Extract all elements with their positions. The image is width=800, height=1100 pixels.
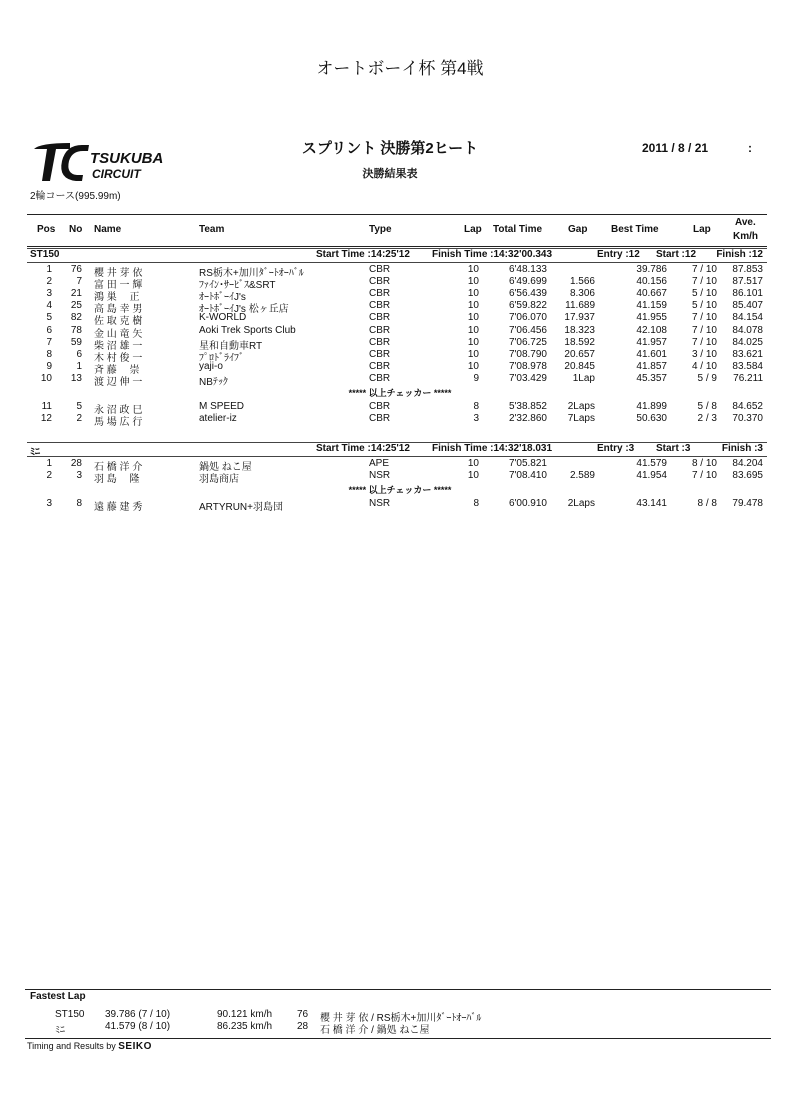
cell-pos: 6 xyxy=(46,324,52,336)
cell-lap: 10 xyxy=(467,276,479,288)
cell-gap: 2Laps xyxy=(567,401,595,412)
cell-ave: 84.078 xyxy=(732,324,763,336)
table-row xyxy=(27,312,767,328)
cell-best-time: 41.955 xyxy=(636,312,667,324)
cell-total-time: 6'48.133 xyxy=(508,264,547,275)
cell-no: 3 xyxy=(76,470,82,482)
fastest-lap-row xyxy=(27,1009,767,1024)
cell-pos: 3 xyxy=(46,288,52,300)
cell-type: CBR xyxy=(369,276,391,288)
cell-best-time: 40.667 xyxy=(636,288,667,300)
cell-lap: 10 xyxy=(467,360,479,372)
cell-lap: 10 xyxy=(467,470,479,482)
cell-team: atelier-iz xyxy=(199,413,237,425)
fl-class: ST150 xyxy=(55,1009,85,1020)
table-row xyxy=(27,372,767,388)
cell-lap: 10 xyxy=(467,288,479,300)
cell-best-lap: 3 / 10 xyxy=(691,348,717,360)
cell-gap: 1.566 xyxy=(569,276,595,288)
table-row xyxy=(27,413,767,429)
fl-no: 76 xyxy=(297,1009,309,1020)
cell-ave: 84.025 xyxy=(732,336,763,348)
logo-text-2: CIRCUIT xyxy=(92,167,141,181)
col-ave-unit: Km/h xyxy=(733,231,758,242)
cell-ave: 86.101 xyxy=(732,288,763,300)
cell-best-lap: 7 / 10 xyxy=(691,324,717,336)
course-label: 2輪コース(995.99m) xyxy=(30,191,121,202)
cell-no: 28 xyxy=(70,458,82,469)
cell-best-lap: 7 / 10 xyxy=(691,312,717,324)
cell-name: 金 山 竜 矢 xyxy=(94,328,143,340)
table-row xyxy=(27,360,767,376)
cell-team: M SPEED xyxy=(199,401,245,412)
cell-lap: 3 xyxy=(473,413,479,425)
cell-gap: 8.306 xyxy=(569,288,595,300)
cell-type: APE xyxy=(369,458,390,469)
cell-type: CBR xyxy=(369,288,391,300)
col-type: Type xyxy=(369,224,392,235)
cell-best-lap: 7 / 10 xyxy=(691,470,717,482)
cell-ave: 85.407 xyxy=(732,300,763,312)
col-name: Name xyxy=(94,224,122,235)
cell-total-time: 7'08.978 xyxy=(508,360,547,372)
cell-lap: 10 xyxy=(467,336,479,348)
cell-total-time: 6'00.910 xyxy=(508,498,547,510)
cell-ave: 83.584 xyxy=(732,360,763,372)
cell-name: 石 橋 洋 介 xyxy=(94,462,143,473)
cell-no: 21 xyxy=(70,288,82,300)
cell-best-lap: 2 / 3 xyxy=(697,413,717,425)
cell-total-time: 7'08.410 xyxy=(508,470,547,482)
cell-gap: 2Laps xyxy=(567,498,595,510)
cell-lap: 10 xyxy=(467,264,479,275)
cell-gap: 17.937 xyxy=(564,312,595,324)
cell-team: K-WORLD xyxy=(199,312,247,324)
cell-total-time: 6'59.822 xyxy=(508,300,547,312)
table-row xyxy=(27,276,767,292)
cell-team: yaji-o xyxy=(199,360,223,372)
fl-time: 39.786 (7 / 10) xyxy=(105,1009,171,1020)
cell-best-time: 41.601 xyxy=(636,348,667,360)
event-title: オートボーイ杯 第4戦 xyxy=(316,59,484,78)
class-start-time: Start Time :14:25'12 xyxy=(316,443,410,454)
race-title: スプリント 決勝第2ヒート xyxy=(301,140,479,157)
cell-team: RS栃木+加川ﾀﾞｰﾄｵｰﾊﾞﾙ xyxy=(199,268,304,279)
cell-team: ﾌﾟﾛﾄﾞﾗｲﾌﾞ xyxy=(199,352,244,364)
cell-total-time: 7'08.790 xyxy=(508,348,547,360)
cell-pos: 2 xyxy=(46,470,52,482)
cell-lap: 10 xyxy=(467,312,479,324)
cell-team: ﾌｧｲﾝ･ｻｰﾋﾞｽ&SRT xyxy=(199,280,276,292)
fastest-lap-title: Fastest Lap xyxy=(30,991,86,1002)
cell-pos: 4 xyxy=(46,300,52,312)
cell-gap: 20.657 xyxy=(564,348,595,360)
cell-pos: 5 xyxy=(46,312,52,324)
race-subtitle: 決勝結果表 xyxy=(362,168,418,180)
cell-best-lap: 5 / 8 xyxy=(697,401,717,412)
cell-best-time: 42.108 xyxy=(636,324,667,336)
cell-total-time: 7'03.429 xyxy=(508,372,547,384)
cell-ave: 70.370 xyxy=(732,413,763,425)
cell-best-lap: 5 / 10 xyxy=(691,288,717,300)
class-header xyxy=(27,248,767,263)
cell-total-time: 2'32.860 xyxy=(508,413,547,425)
fl-no: 28 xyxy=(297,1021,309,1032)
cell-pos: 9 xyxy=(46,360,52,372)
fl-speed: 86.235 km/h xyxy=(217,1021,273,1032)
cell-best-time: 41.159 xyxy=(636,300,667,312)
cell-best-time: 43.141 xyxy=(636,498,667,510)
cell-lap: 10 xyxy=(467,458,479,469)
table-row xyxy=(27,336,767,352)
checker-line: ***** 以上チェッカー ***** xyxy=(348,388,452,398)
cell-best-lap: 5 / 9 xyxy=(697,372,717,384)
cell-pos: 1 xyxy=(46,264,52,275)
fl-rider-team: 石 橋 洋 介 / 鍋処 ねこ屋 xyxy=(320,1025,430,1036)
cell-lap: 10 xyxy=(467,348,479,360)
cell-type: CBR xyxy=(369,413,391,425)
cell-name: 鴻 巣 正 xyxy=(94,292,140,304)
class-entry: Entry :12 xyxy=(597,249,640,260)
cell-ave: 84.154 xyxy=(732,312,763,324)
cell-ave: 87.517 xyxy=(732,276,763,288)
col-team: Team xyxy=(199,224,225,235)
cell-no: 5 xyxy=(76,401,82,412)
cell-no: 1 xyxy=(76,360,82,372)
class-finish: Finish :3 xyxy=(721,443,763,454)
col-pos: Pos xyxy=(37,224,56,235)
cell-type: CBR xyxy=(369,336,391,348)
cell-lap: 8 xyxy=(473,498,479,510)
cell-pos: 11 xyxy=(41,401,52,412)
fl-speed: 90.121 km/h xyxy=(217,1009,273,1020)
col-best-time: Best Time xyxy=(611,224,659,235)
logo-text-1: TSUKUBA xyxy=(90,150,164,167)
cell-team: NBﾃｯｸ xyxy=(199,376,228,388)
cell-team: 羽島商店 xyxy=(199,474,239,486)
cell-type: NSR xyxy=(369,498,391,510)
cell-no: 2 xyxy=(76,413,82,425)
cell-name: 佐 取 克 樹 xyxy=(94,316,143,328)
cell-type: CBR xyxy=(369,360,391,372)
table-row xyxy=(27,401,767,416)
class-name: ST150 xyxy=(30,249,60,260)
cell-ave: 84.204 xyxy=(732,458,763,469)
cell-type: CBR xyxy=(369,324,391,336)
cell-best-lap: 5 / 10 xyxy=(691,300,717,312)
cell-pos: 12 xyxy=(40,413,52,425)
cell-name: 櫻 井 芽 依 xyxy=(94,268,143,279)
class-start: Start :3 xyxy=(656,443,691,454)
cell-best-time: 41.954 xyxy=(636,470,667,482)
cell-no: 13 xyxy=(70,372,82,384)
cell-total-time: 5'38.852 xyxy=(508,401,547,412)
cell-gap: 7Laps xyxy=(567,413,595,425)
cell-team: ｵｰﾄﾎﾞｰｲJ's 松ヶ丘店 xyxy=(199,304,289,316)
cell-total-time: 6'49.699 xyxy=(508,276,547,288)
col-no: No xyxy=(69,224,83,235)
cell-best-time: 41.957 xyxy=(636,336,667,348)
cell-type: CBR xyxy=(369,300,391,312)
cell-no: 6 xyxy=(76,348,82,360)
cell-best-time: 40.156 xyxy=(636,276,667,288)
cell-gap: 1Lap xyxy=(572,372,595,384)
class-header xyxy=(27,442,767,457)
cell-total-time: 7'06.456 xyxy=(508,324,547,336)
cell-gap: 18.323 xyxy=(564,324,595,336)
table-row xyxy=(27,498,767,514)
cell-name: 遠 藤 建 秀 xyxy=(94,502,143,514)
cell-name: 高 島 幸 男 xyxy=(94,304,143,316)
seiko-logo: SEIKO xyxy=(118,1041,152,1052)
table-row xyxy=(27,458,767,473)
cell-best-lap: 4 / 10 xyxy=(691,360,717,372)
cell-team: Aoki Trek Sports Club xyxy=(199,324,296,336)
race-time: : xyxy=(748,141,752,155)
cell-total-time: 7'06.725 xyxy=(508,336,547,348)
cell-pos: 3 xyxy=(46,498,52,510)
cell-ave: 79.478 xyxy=(732,498,763,510)
cell-lap: 10 xyxy=(467,300,479,312)
cell-total-time: 7'06.070 xyxy=(508,312,547,324)
cell-no: 7 xyxy=(76,276,82,288)
race-date: 2011 / 8 / 21 xyxy=(642,141,709,155)
class-finish-time: Finish Time :14:32'00.343 xyxy=(432,249,553,260)
cell-gap: 2.589 xyxy=(569,470,595,482)
cell-name: 富 田 一 輝 xyxy=(94,280,143,292)
cell-no: 25 xyxy=(70,300,82,312)
cell-total-time: 6'56.439 xyxy=(508,288,547,300)
cell-team: 鍋処 ねこ屋 xyxy=(199,462,252,473)
cell-no: 59 xyxy=(70,336,82,348)
class-entry: Entry :3 xyxy=(597,443,635,454)
checker-line: ***** 以上チェッカー ***** xyxy=(348,485,452,496)
cell-best-time: 41.857 xyxy=(636,360,667,372)
fl-class: ﾐﾆ xyxy=(55,1025,65,1036)
cell-type: CBR xyxy=(369,372,391,384)
cell-type: NSR xyxy=(369,470,391,482)
cell-name: 木 村 俊 一 xyxy=(94,352,143,364)
cell-type: CBR xyxy=(369,401,391,412)
cell-name: 斉 藤 崇 xyxy=(94,364,140,376)
col-total-time: Total Time xyxy=(493,224,543,235)
cell-no: 82 xyxy=(70,312,82,324)
cell-name: 羽 島 隆 xyxy=(94,474,140,486)
cell-type: CBR xyxy=(369,312,391,324)
class-finish: Finish :12 xyxy=(716,249,763,260)
cell-best-lap: 7 / 10 xyxy=(691,276,717,288)
cell-lap: 9 xyxy=(473,372,479,384)
cell-best-time: 41.579 xyxy=(636,458,667,469)
cell-no: 78 xyxy=(70,324,82,336)
cell-no: 76 xyxy=(70,264,82,275)
cell-team: ｵｰﾄﾎﾞｰｲJ's xyxy=(199,292,246,304)
cell-best-time: 45.357 xyxy=(636,372,667,384)
cell-name: 馬 場 広 行 xyxy=(94,417,143,429)
cell-team: 星和自動車RT xyxy=(199,340,263,352)
cell-ave: 76.211 xyxy=(733,372,763,384)
cell-name: 永 沼 政 巳 xyxy=(94,405,143,416)
class-start-time: Start Time :14:25'12 xyxy=(316,249,410,260)
footer-prefix: Timing and Results by xyxy=(27,1041,116,1051)
cell-best-lap: 7 / 10 xyxy=(691,336,717,348)
cell-name: 柴 沼 雄 一 xyxy=(94,340,143,352)
cell-best-time: 39.786 xyxy=(636,264,667,275)
cell-type: CBR xyxy=(369,264,391,275)
fastest-lap-row xyxy=(27,1021,767,1036)
cell-ave: 83.621 xyxy=(732,348,763,360)
table-row xyxy=(27,324,767,340)
class-start: Start :12 xyxy=(656,249,697,260)
cell-pos: 10 xyxy=(40,372,52,384)
col-best-lap: Lap xyxy=(693,224,711,235)
fl-time: 41.579 (8 / 10) xyxy=(105,1021,171,1032)
footer-credit xyxy=(27,1041,152,1052)
cell-ave: 83.695 xyxy=(732,470,763,482)
cell-ave: 87.853 xyxy=(732,264,763,275)
cell-pos: 2 xyxy=(46,276,52,288)
cell-lap: 8 xyxy=(473,401,479,412)
cell-best-time: 50.630 xyxy=(636,413,667,425)
cell-gap: 20.845 xyxy=(564,360,595,372)
cell-best-lap: 7 / 10 xyxy=(691,264,717,275)
column-header-row xyxy=(27,214,767,247)
col-gap: Gap xyxy=(568,224,588,235)
cell-pos: 8 xyxy=(46,348,52,360)
cell-lap: 10 xyxy=(467,324,479,336)
cell-team: ARTYRUN+羽島団 xyxy=(199,502,283,514)
cell-best-lap: 8 / 10 xyxy=(691,458,717,469)
table-row xyxy=(27,348,767,364)
cell-no: 8 xyxy=(76,498,82,510)
cell-gap: 11.689 xyxy=(565,300,595,312)
cell-type: CBR xyxy=(369,348,391,360)
cell-gap: 18.592 xyxy=(564,336,595,348)
class-name: ﾐﾆ xyxy=(30,447,40,458)
cell-best-time: 41.899 xyxy=(636,401,667,412)
cell-name: 渡 辺 伸 一 xyxy=(94,376,143,388)
fl-rider-team: 櫻 井 芽 依 / RS栃木+加川ﾀﾞｰﾄｵｰﾊﾞﾙ xyxy=(320,1013,482,1024)
class-finish-time: Finish Time :14:32'18.031 xyxy=(432,443,553,454)
table-row xyxy=(27,288,767,304)
cell-pos: 1 xyxy=(46,458,52,469)
cell-pos: 7 xyxy=(46,336,52,348)
col-ave: Ave. xyxy=(735,217,756,228)
table-row xyxy=(27,264,767,279)
table-row xyxy=(27,470,767,486)
cell-total-time: 7'05.821 xyxy=(508,458,547,469)
cell-ave: 84.652 xyxy=(732,401,763,412)
cell-best-lap: 8 / 8 xyxy=(697,498,717,510)
table-row xyxy=(27,300,767,316)
col-lap: Lap xyxy=(464,224,482,235)
